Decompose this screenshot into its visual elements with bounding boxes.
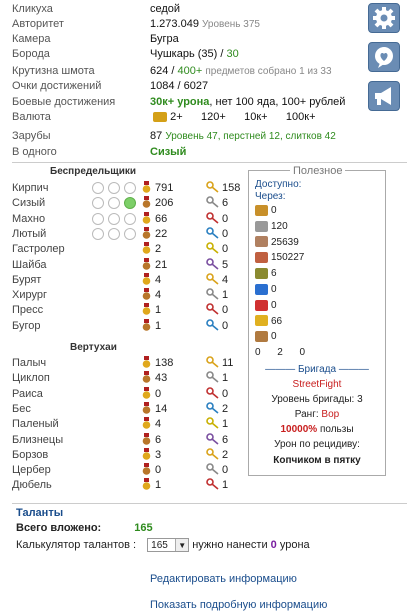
key-icon <box>206 448 220 460</box>
medal-icon <box>142 303 151 315</box>
rope-icon <box>255 331 268 342</box>
profile-row-nick: Кликуха седой <box>12 3 181 15</box>
key-icon <box>206 303 220 315</box>
gold-bar-icon <box>255 205 268 216</box>
gang-member-row <box>12 227 247 241</box>
medal-icon <box>142 356 151 368</box>
useful-item-value: 66 <box>271 315 283 327</box>
status-circle <box>108 182 120 194</box>
member-value: 4 <box>155 273 162 286</box>
medal-icon <box>142 288 151 300</box>
status-circle <box>108 228 120 240</box>
member-name[interactable]: Сизый <box>12 197 46 210</box>
member-value: 1 <box>155 479 162 492</box>
useful-item-value: 0 <box>271 331 277 343</box>
gold-bar-icon <box>153 112 167 122</box>
gang-member-row <box>12 448 247 462</box>
brigade-name[interactable]: StreetFight <box>292 379 342 390</box>
gang-member-row <box>12 356 247 370</box>
member-key-value: 0 <box>222 212 229 225</box>
key-icon <box>206 196 220 208</box>
member-value: 43 <box>155 372 168 385</box>
member-value: 14 <box>155 402 168 415</box>
gang-member-row <box>12 196 247 210</box>
member-name[interactable]: Пресс <box>12 304 44 317</box>
medal-icon <box>142 371 151 383</box>
useful-item <box>255 330 277 344</box>
status-circle <box>92 228 104 240</box>
member-key-value: 0 <box>222 464 229 477</box>
rank: Ранг: Вор <box>294 409 340 420</box>
useful-item-value: 6 <box>271 268 277 280</box>
member-value: 22 <box>155 227 168 240</box>
gang-member-row <box>12 319 247 333</box>
gear-icon <box>369 4 399 32</box>
member-name[interactable]: Бурят <box>12 273 42 286</box>
useful-item <box>255 299 277 313</box>
gang-member-row <box>12 212 247 226</box>
medal-icon <box>142 433 151 445</box>
key-icon <box>206 402 220 414</box>
useful-item <box>255 315 282 329</box>
alarm-icon <box>255 300 268 311</box>
box-icon <box>255 236 268 247</box>
member-key-value: 2 <box>222 402 229 415</box>
member-key-value: 0 <box>222 319 229 332</box>
brigade-header: ——— Бригада ——— <box>265 364 369 375</box>
medal-icon <box>142 417 151 429</box>
member-value: 206 <box>155 197 174 210</box>
member-key-value: 4 <box>222 273 229 286</box>
chevron-down-icon: ▼ <box>175 539 188 551</box>
gang1-title: Беспредельщики <box>50 166 137 177</box>
member-key-value: 158 <box>222 182 241 194</box>
profile-row-fights: Зарубы 87 Уровень 47, перстней 12, слитков 42 <box>12 130 336 142</box>
gang-member-row <box>12 433 247 447</box>
gang-member-row <box>12 417 247 431</box>
member-key-value: 5 <box>222 258 229 271</box>
useful-item <box>255 251 304 265</box>
medal-icon <box>142 463 151 475</box>
status-circle <box>92 182 104 194</box>
useful-title: Полезное <box>290 165 345 177</box>
medal-icon <box>142 181 151 193</box>
member-key-value: 1 <box>222 479 229 492</box>
status-circle <box>92 197 104 209</box>
useful-item <box>255 283 277 297</box>
member-name[interactable]: Палыч <box>12 357 47 369</box>
member-value: 6 <box>155 433 162 446</box>
useful-item <box>255 204 277 218</box>
useful-item-value: 0 <box>271 299 277 311</box>
status-circle <box>108 213 120 225</box>
medal-icon <box>142 319 151 331</box>
medal-icon <box>142 227 151 239</box>
key-icon <box>206 288 220 300</box>
settings-button[interactable] <box>368 3 400 33</box>
profile-row-beard: Борода Чушкарь (35) / 30 <box>12 48 239 60</box>
profile-row-currency: Валюта 2+ 120+ 10к+ 100к+ <box>12 111 316 123</box>
gang-member-row <box>12 371 247 385</box>
use-percent: 10000% пользы <box>280 424 354 435</box>
megaphone-button[interactable] <box>368 81 400 111</box>
member-name[interactable]: Бугор <box>12 319 41 332</box>
useful-last-row: 0 2 0 <box>255 347 306 358</box>
profile-row-cell: Камера Бугра <box>12 33 179 45</box>
talents-title: Таланты <box>16 507 64 519</box>
member-value: 0 <box>155 387 162 400</box>
gang2-title: Вертухаи <box>70 342 117 353</box>
member-value: 4 <box>155 418 162 431</box>
key-icon <box>206 273 220 285</box>
profile-row-combat: Боевые достижения 30к+ урона, нет 100 яда, 100+ рублей <box>12 96 346 108</box>
key-icon <box>206 356 220 368</box>
megaphone-icon <box>369 82 399 110</box>
status-circle <box>124 213 136 225</box>
member-name[interactable]: Борзов <box>12 448 49 461</box>
member-name[interactable]: Кирпич <box>12 182 49 194</box>
member-value: 3 <box>155 448 162 461</box>
useful-item-value: 150227 <box>271 252 305 264</box>
key-icon <box>206 227 220 239</box>
member-key-value: 0 <box>222 387 229 400</box>
member-key-value: 1 <box>222 418 229 431</box>
status-circle <box>124 197 136 209</box>
key-icon <box>206 181 220 193</box>
member-value: 21 <box>155 258 168 271</box>
member-name[interactable]: Махно <box>12 212 46 225</box>
useful-item <box>255 220 288 234</box>
member-value: 4 <box>155 289 162 302</box>
key-icon <box>206 387 220 399</box>
gang-member-row <box>12 463 247 477</box>
member-name[interactable]: Раиса <box>12 387 43 400</box>
gang-member-row <box>12 181 247 195</box>
key-icon <box>206 417 220 429</box>
profile-row-achievements: Очки достижений 1084 / 6027 <box>12 80 209 92</box>
useful-item <box>255 267 277 281</box>
key-icon <box>206 258 220 270</box>
divider <box>12 503 407 504</box>
member-key-value: 1 <box>222 372 229 385</box>
member-value: 66 <box>155 212 168 225</box>
brigade-level: Уровень бригады: 3 <box>271 394 363 405</box>
member-key-value: 0 <box>222 243 229 256</box>
member-name[interactable]: Гастролер <box>12 243 65 256</box>
member-key-value: 2 <box>222 448 229 461</box>
member-name[interactable]: Циклоп <box>12 372 50 385</box>
kick-move: Копчиком в пятку <box>273 455 361 466</box>
medal-icon <box>142 402 151 414</box>
status-circle <box>108 197 120 209</box>
gang-member-row <box>12 303 247 317</box>
key-icon <box>206 478 220 490</box>
member-name[interactable]: Шайба <box>12 258 47 271</box>
key-icon <box>206 212 220 224</box>
talents-total: Всего вложено: 165 <box>16 522 153 534</box>
useful-item-value: 25639 <box>271 236 299 248</box>
medal-icon <box>142 478 151 490</box>
member-value: 1 <box>155 304 162 317</box>
member-name[interactable]: Лютый <box>12 227 47 240</box>
useful-via: Через: <box>255 191 286 202</box>
medal-icon <box>142 196 151 208</box>
gang-member-row <box>12 258 247 272</box>
key-icon <box>206 242 220 254</box>
key-icon <box>206 319 220 331</box>
member-name[interactable]: Паленый <box>12 418 59 431</box>
medal-icon <box>142 258 151 270</box>
medal-icon <box>142 212 151 224</box>
gang-member-row <box>12 273 247 287</box>
member-name[interactable]: Хирург <box>12 289 47 302</box>
member-key-value: 0 <box>222 304 229 317</box>
gang-member-row <box>12 288 247 302</box>
recidivist-damage: Урон по рецидиву: <box>274 439 360 450</box>
talent-select[interactable]: 165 ▼ <box>147 538 189 552</box>
badge-icon <box>255 268 268 279</box>
medal-icon <box>142 273 151 285</box>
medal-icon <box>142 448 151 460</box>
profile-row-gear: Крутизна шмота 624 / 400+ предметов собрано 1 из 33 <box>12 65 332 77</box>
gang-member-row <box>12 387 247 401</box>
member-value: 0 <box>155 464 162 477</box>
member-name[interactable]: Бес <box>12 402 31 415</box>
gang-member-row <box>12 478 247 492</box>
useful-item-value: 0 <box>271 284 277 295</box>
member-value: 791 <box>155 182 174 194</box>
member-key-value: 11 <box>222 357 234 369</box>
key-icon <box>206 371 220 383</box>
potion-icon <box>255 284 268 295</box>
status-circle <box>92 213 104 225</box>
member-key-value: 0 <box>222 227 229 240</box>
member-name[interactable]: Близнецы <box>12 433 64 446</box>
member-name[interactable]: Цербер <box>12 464 51 477</box>
favorite-button[interactable] <box>368 42 400 72</box>
dagger-icon <box>255 252 268 263</box>
divider <box>12 162 407 163</box>
key-icon <box>206 433 220 445</box>
medal-icon <box>142 242 151 254</box>
gang-member-row <box>12 242 247 256</box>
member-value: 2 <box>155 243 162 256</box>
talents-calculator: Калькулятор талантов : 165 ▼ нужно нанести 0 урона <box>16 539 310 552</box>
useful-avail: Доступно: <box>255 179 302 190</box>
gang-member-row <box>12 402 247 416</box>
member-key-value: 1 <box>222 289 229 302</box>
heart-bubble-icon <box>369 43 399 71</box>
flame-icon <box>255 315 268 326</box>
profile-row-authority: Авторитет 1.273.049 Уровень 375 <box>12 18 260 30</box>
profile-row-solo: В одного Сизый <box>12 146 187 158</box>
useful-item-value: 120 <box>271 220 288 232</box>
member-value: 138 <box>155 357 174 369</box>
status-circle <box>124 182 136 194</box>
coin-icon <box>255 221 268 232</box>
useful-item-value: 0 <box>271 205 277 216</box>
medal-icon <box>142 387 151 399</box>
status-circle <box>124 228 136 240</box>
member-key-value: 6 <box>222 197 229 210</box>
member-name[interactable]: Дюбель <box>12 479 52 492</box>
key-icon <box>206 463 220 475</box>
member-value: 1 <box>155 319 162 332</box>
show-details-link[interactable]: Показать подробную информацию <box>150 599 328 611</box>
edit-info-link[interactable]: Редактировать информацию <box>150 573 297 585</box>
useful-item <box>255 236 299 250</box>
member-key-value: 6 <box>222 433 229 446</box>
